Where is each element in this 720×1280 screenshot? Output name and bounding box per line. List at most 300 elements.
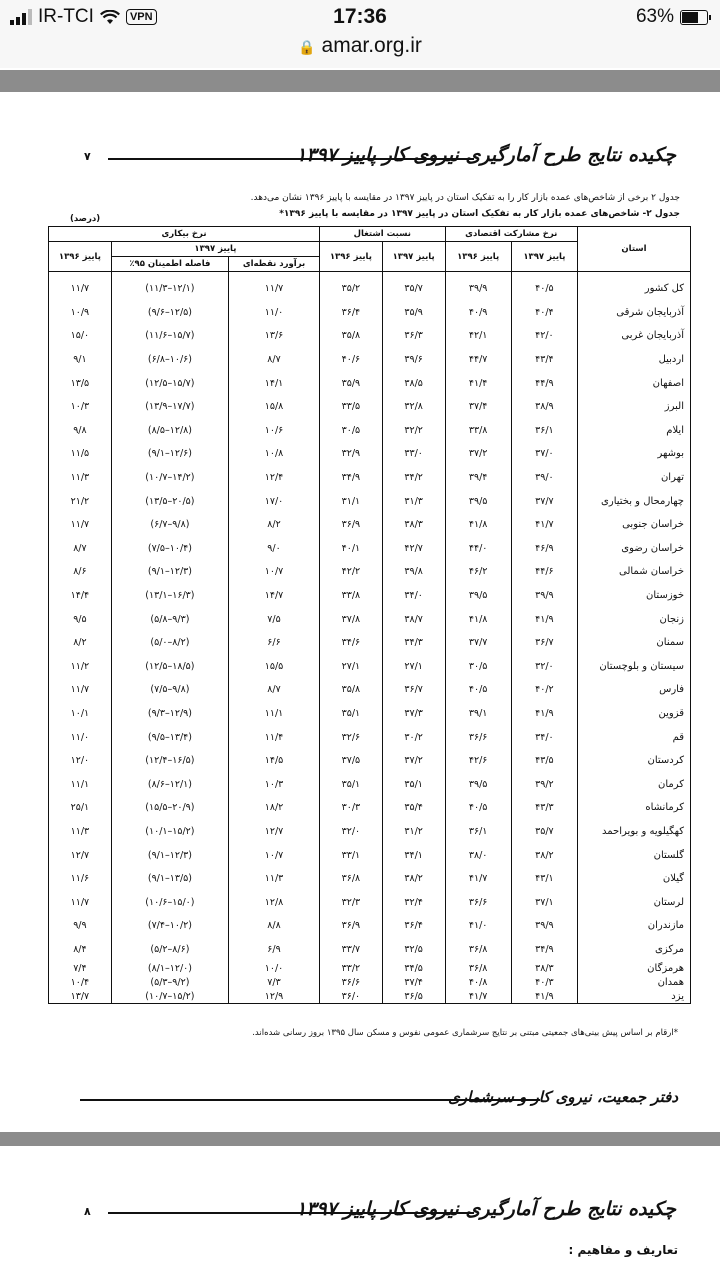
cell-unemp97: ۱۰/۷ bbox=[229, 560, 320, 584]
cell-part96: ۳۹/۴ bbox=[445, 466, 511, 490]
cell-part97: ۴۱/۹ bbox=[511, 702, 577, 726]
col-emp-97: پاییز ۱۳۹۷ bbox=[382, 242, 445, 272]
cell-unemp97: ۸/۸ bbox=[229, 914, 320, 938]
cell-ci: (۱۶/۳–۱۳/۱) bbox=[111, 584, 228, 608]
cell-unemp97: ۱۵/۵ bbox=[229, 655, 320, 679]
cell-unemp96: ۱۰/۴ bbox=[49, 975, 112, 989]
col-participation: نرخ مشارکت اقتصادی bbox=[445, 227, 578, 242]
cell-unemp96: ۱۱/۷ bbox=[49, 678, 112, 702]
cell-province: خراسان جنوبی bbox=[578, 513, 691, 537]
cell-emp96: ۳۰/۳ bbox=[320, 796, 383, 820]
cell-province: خوزستان bbox=[578, 584, 691, 608]
table-row bbox=[49, 655, 691, 679]
page-number-8: ۸ bbox=[84, 1205, 91, 1218]
cell-emp97: ۳۷/۴ bbox=[382, 975, 445, 989]
table-row bbox=[49, 914, 691, 938]
cell-emp97: ۳۸/۳ bbox=[382, 513, 445, 537]
cell-unemp97: ۱۷/۰ bbox=[229, 489, 320, 513]
col-employment: نسبت اشتغال bbox=[320, 227, 446, 242]
cell-ci: (۱۲/۵–۹/۶) bbox=[111, 301, 228, 325]
table-row bbox=[49, 678, 691, 702]
cell-part96: ۴۰/۵ bbox=[445, 678, 511, 702]
cell-emp96: ۳۶/۹ bbox=[320, 513, 383, 537]
cell-emp96: ۳۳/۷ bbox=[320, 938, 383, 962]
cell-ci: (۱۲/۳–۹/۱) bbox=[111, 843, 228, 867]
cell-emp96: ۳۲/۶ bbox=[320, 725, 383, 749]
cell-province: اصفهان bbox=[578, 371, 691, 395]
cell-unemp96: ۹/۸ bbox=[49, 419, 112, 443]
cell-unemp97: ۱۲/۴ bbox=[229, 466, 320, 490]
cell-unemp96: ۸/۲ bbox=[49, 631, 112, 655]
cell-province: گلستان bbox=[578, 843, 691, 867]
cell-unemp96: ۱۱/۷ bbox=[49, 272, 112, 301]
cell-part96: ۴۶/۲ bbox=[445, 560, 511, 584]
cell-unemp97: ۸/۷ bbox=[229, 678, 320, 702]
col-province: استان bbox=[578, 227, 691, 272]
cell-part97: ۴۶/۹ bbox=[511, 537, 577, 561]
table-row bbox=[49, 537, 691, 561]
cell-part96: ۴۲/۶ bbox=[445, 749, 511, 773]
table-row bbox=[49, 607, 691, 631]
cell-part97: ۳۸/۳ bbox=[511, 961, 577, 975]
status-right bbox=[636, 6, 708, 28]
table-row bbox=[49, 419, 691, 443]
cell-emp96: ۴۲/۲ bbox=[320, 560, 383, 584]
cell-unemp97: ۱۱/۷ bbox=[229, 272, 320, 301]
report-header-title: چکیده نتایج طرح آمارگیری نیروی کار پاییز ۱۳۹۷ bbox=[296, 144, 676, 166]
cell-ci: (۱۲/۰–۸/۱) bbox=[111, 961, 228, 975]
cell-part97: ۳۴/۰ bbox=[511, 725, 577, 749]
cell-part96: ۳۷/۲ bbox=[445, 442, 511, 466]
unit-label: (درصد) bbox=[70, 214, 101, 224]
table-row bbox=[49, 989, 691, 1004]
table-row bbox=[49, 820, 691, 844]
cell-emp97: ۳۸/۵ bbox=[382, 371, 445, 395]
cell-emp97: ۳۶/۷ bbox=[382, 678, 445, 702]
cell-province: البرز bbox=[578, 395, 691, 419]
cell-unemp96: ۱۱/۶ bbox=[49, 867, 112, 891]
cell-part97: ۴۱/۷ bbox=[511, 513, 577, 537]
cell-ci: (۱۲/۶–۹/۱) bbox=[111, 442, 228, 466]
cell-ci: (۱۲/۳–۹/۱) bbox=[111, 560, 228, 584]
cell-province: زنجان bbox=[578, 607, 691, 631]
cell-ci: (۱۰/۲–۷/۴) bbox=[111, 914, 228, 938]
cell-province: کردستان bbox=[578, 749, 691, 773]
cell-unemp96: ۲۵/۱ bbox=[49, 796, 112, 820]
cell-part96: ۴۱/۴ bbox=[445, 371, 511, 395]
cell-emp96: ۳۶/۶ bbox=[320, 975, 383, 989]
cell-part96: ۳۹/۵ bbox=[445, 584, 511, 608]
table-row bbox=[49, 975, 691, 989]
cell-emp96: ۳۲/۹ bbox=[320, 442, 383, 466]
cell-unemp96: ۹/۹ bbox=[49, 914, 112, 938]
cell-unemp96: ۲۱/۲ bbox=[49, 489, 112, 513]
page-number: ۷ bbox=[84, 150, 91, 163]
cell-province: قزوین bbox=[578, 702, 691, 726]
cell-emp97: ۳۱/۳ bbox=[382, 489, 445, 513]
cell-unemp97: ۱۴/۷ bbox=[229, 584, 320, 608]
cell-unemp96: ۱۱/۳ bbox=[49, 466, 112, 490]
footer-signature: دفتر جمعیت، نیروی کار و سرشماری bbox=[448, 1088, 678, 1106]
cell-unemp97: ۱۴/۵ bbox=[229, 749, 320, 773]
cell-emp96: ۳۴/۹ bbox=[320, 466, 383, 490]
table-row bbox=[49, 371, 691, 395]
cell-province: کل کشور bbox=[578, 272, 691, 301]
battery-icon bbox=[680, 10, 708, 25]
cell-unemp96: ۱۱/۵ bbox=[49, 442, 112, 466]
cell-province: تهران bbox=[578, 466, 691, 490]
cell-emp97: ۳۶/۴ bbox=[382, 914, 445, 938]
cell-emp96: ۳۷/۸ bbox=[320, 607, 383, 631]
cell-emp97: ۳۴/۱ bbox=[382, 843, 445, 867]
cell-province: هرمزگان bbox=[578, 961, 691, 975]
cell-emp97: ۳۲/۵ bbox=[382, 938, 445, 962]
col-confidence-interval: فاصله اطمینان ۹۵٪ bbox=[111, 257, 228, 272]
cell-part96: ۴۱/۷ bbox=[445, 989, 511, 1004]
table-row bbox=[49, 961, 691, 975]
address-bar[interactable] bbox=[0, 34, 720, 68]
cell-emp97: ۳۴/۲ bbox=[382, 466, 445, 490]
col-part-97: پاییز ۱۳۹۷ bbox=[511, 242, 577, 272]
cell-ci: (۱۴/۲–۱۰/۷) bbox=[111, 466, 228, 490]
cell-emp97: ۳۷/۲ bbox=[382, 749, 445, 773]
cell-unemp97: ۱۸/۲ bbox=[229, 796, 320, 820]
cell-part97: ۳۷/۰ bbox=[511, 442, 577, 466]
cell-part97: ۴۲/۰ bbox=[511, 324, 577, 348]
cell-part97: ۴۰/۵ bbox=[511, 272, 577, 301]
cell-part97: ۳۹/۲ bbox=[511, 772, 577, 796]
cell-unemp96: ۱۱/۲ bbox=[49, 655, 112, 679]
table-row bbox=[49, 631, 691, 655]
cell-part97: ۳۷/۷ bbox=[511, 489, 577, 513]
cell-part97: ۴۴/۹ bbox=[511, 371, 577, 395]
cell-emp96: ۳۰/۵ bbox=[320, 419, 383, 443]
cell-unemp96: ۱۲/۷ bbox=[49, 843, 112, 867]
cell-part96: ۳۹/۵ bbox=[445, 772, 511, 796]
cell-ci: (۱۶/۵–۱۲/۴) bbox=[111, 749, 228, 773]
cell-unemp96: ۸/۴ bbox=[49, 938, 112, 962]
cell-emp97: ۳۵/۱ bbox=[382, 772, 445, 796]
cell-emp97: ۳۷/۳ bbox=[382, 702, 445, 726]
cell-part97: ۴۱/۹ bbox=[511, 989, 577, 1004]
cell-unemp96: ۷/۴ bbox=[49, 961, 112, 975]
cell-part96: ۴۱/۸ bbox=[445, 513, 511, 537]
cell-unemp97: ۱۱/۰ bbox=[229, 301, 320, 325]
cell-emp96: ۳۵/۸ bbox=[320, 678, 383, 702]
cell-emp96: ۳۷/۵ bbox=[320, 749, 383, 773]
cell-province: قم bbox=[578, 725, 691, 749]
cell-part96: ۴۱/۷ bbox=[445, 867, 511, 891]
cell-unemp96: ۱۱/۰ bbox=[49, 725, 112, 749]
cell-emp96: ۴۰/۱ bbox=[320, 537, 383, 561]
cell-emp97: ۳۱/۲ bbox=[382, 820, 445, 844]
cell-part96: ۴۰/۸ bbox=[445, 975, 511, 989]
cell-unemp96: ۱۳/۵ bbox=[49, 371, 112, 395]
cell-unemp97: ۱۱/۱ bbox=[229, 702, 320, 726]
table-row bbox=[49, 301, 691, 325]
cell-unemp97: ۱۵/۸ bbox=[229, 395, 320, 419]
table-row bbox=[49, 749, 691, 773]
cell-part96: ۴۱/۸ bbox=[445, 607, 511, 631]
cell-province: چهارمحال و بختیاری bbox=[578, 489, 691, 513]
cell-unemp96: ۹/۱ bbox=[49, 348, 112, 372]
cell-unemp96: ۸/۷ bbox=[49, 537, 112, 561]
cell-unemp96: ۱۰/۳ bbox=[49, 395, 112, 419]
cell-emp96: ۳۲/۳ bbox=[320, 890, 383, 914]
cell-unemp97: ۱۲/۹ bbox=[229, 989, 320, 1004]
cell-emp97: ۳۶/۳ bbox=[382, 324, 445, 348]
cell-part97: ۴۴/۶ bbox=[511, 560, 577, 584]
table-row bbox=[49, 796, 691, 820]
table-row bbox=[49, 395, 691, 419]
cell-ci: (۸/۲–۵/۰) bbox=[111, 631, 228, 655]
cell-part97: ۴۱/۹ bbox=[511, 607, 577, 631]
cell-part96: ۴۰/۵ bbox=[445, 796, 511, 820]
cell-emp96: ۳۲/۰ bbox=[320, 820, 383, 844]
carrier-name: IR-TCI bbox=[38, 6, 94, 27]
cell-ci: (۱۲/۱–۸/۶) bbox=[111, 772, 228, 796]
cell-province: خراسان رضوی bbox=[578, 537, 691, 561]
cell-part96: ۴۴/۰ bbox=[445, 537, 511, 561]
cell-emp97: ۳۴/۵ bbox=[382, 961, 445, 975]
col-emp-96: پاییز ۱۳۹۶ bbox=[320, 242, 383, 272]
cell-part97: ۳۴/۹ bbox=[511, 938, 577, 962]
cell-part96: ۳۳/۸ bbox=[445, 419, 511, 443]
cell-unemp96: ۱۱/۱ bbox=[49, 772, 112, 796]
cell-unemp97: ۷/۵ bbox=[229, 607, 320, 631]
cell-ci: (۱۵/۲–۱۰/۱) bbox=[111, 820, 228, 844]
table-row bbox=[49, 348, 691, 372]
cell-unemp96: ۱۱/۷ bbox=[49, 890, 112, 914]
cell-part97: ۳۸/۹ bbox=[511, 395, 577, 419]
cell-emp96: ۳۴/۶ bbox=[320, 631, 383, 655]
cell-unemp97: ۱۰/۰ bbox=[229, 961, 320, 975]
cell-part96: ۳۶/۸ bbox=[445, 961, 511, 975]
cell-part97: ۳۵/۷ bbox=[511, 820, 577, 844]
cell-emp97: ۳۲/۸ bbox=[382, 395, 445, 419]
cell-province: گیلان bbox=[578, 867, 691, 891]
cell-ci: (۱۳/۴–۹/۵) bbox=[111, 725, 228, 749]
cell-unemp97: ۶/۹ bbox=[229, 938, 320, 962]
cell-emp96: ۳۵/۹ bbox=[320, 371, 383, 395]
cell-ci: (۲۰/۵–۱۳/۵) bbox=[111, 489, 228, 513]
cell-emp96: ۳۵/۱ bbox=[320, 702, 383, 726]
table-row bbox=[49, 272, 691, 301]
cell-part96: ۴۱/۰ bbox=[445, 914, 511, 938]
cell-ci: (۱۵/۷–۱۲/۵) bbox=[111, 371, 228, 395]
cell-emp97: ۳۸/۷ bbox=[382, 607, 445, 631]
cell-unemp96: ۹/۵ bbox=[49, 607, 112, 631]
cell-province: کرمانشاه bbox=[578, 796, 691, 820]
cell-emp96: ۳۶/۴ bbox=[320, 301, 383, 325]
cell-ci: (۱۵/۲–۱۰/۷) bbox=[111, 989, 228, 1004]
cell-emp96: ۳۱/۱ bbox=[320, 489, 383, 513]
status-time: 17:36 bbox=[333, 5, 387, 28]
cell-province: آذربایجان شرقی bbox=[578, 301, 691, 325]
cell-part97: ۴۳/۱ bbox=[511, 867, 577, 891]
cell-part97: ۳۸/۲ bbox=[511, 843, 577, 867]
cell-part96: ۳۶/۸ bbox=[445, 938, 511, 962]
cell-ci: (۸/۶–۵/۲) bbox=[111, 938, 228, 962]
table-row bbox=[49, 938, 691, 962]
cell-unemp97: ۱۲/۸ bbox=[229, 890, 320, 914]
table-row bbox=[49, 442, 691, 466]
cell-emp97: ۳۶/۵ bbox=[382, 989, 445, 1004]
cell-part97: ۳۹/۹ bbox=[511, 914, 577, 938]
cell-unemp96: ۱۲/۰ bbox=[49, 749, 112, 773]
table-row bbox=[49, 489, 691, 513]
table-row bbox=[49, 867, 691, 891]
definitions-heading: تعاریف و مفاهیم : bbox=[568, 1243, 678, 1257]
cell-ci: (۱۲/۹–۹/۳) bbox=[111, 702, 228, 726]
cell-unemp97: ۸/۲ bbox=[229, 513, 320, 537]
cell-unemp96: ۱۱/۷ bbox=[49, 513, 112, 537]
col-part-96: پاییز ۱۳۹۶ bbox=[445, 242, 511, 272]
cell-part97: ۳۹/۰ bbox=[511, 466, 577, 490]
footnote: *ارقام بر اساس پیش بینی‌های جمعیتی مبتنی بر نتایج سرشماری عمومی نفوس و مسکن سال ۱۳۹۵ بروز رسانی شده‌اند. bbox=[252, 1028, 678, 1038]
battery-percent: 63% bbox=[635, 6, 674, 27]
table-row bbox=[49, 890, 691, 914]
cell-ci: (۹/۸–۶/۷) bbox=[111, 513, 228, 537]
intro-text: جدول ۲ برخی از شاخص‌های عمده بازار کار را به تفکیک استان در پاییز ۱۳۹۷ در مقایسه با پاییز ۱۳۹۶ نشان می‌دهد. bbox=[250, 193, 680, 203]
cell-ci: (۱۵/۰–۱۰/۶) bbox=[111, 890, 228, 914]
cell-emp96: ۳۶/۹ bbox=[320, 914, 383, 938]
page-gap-bottom bbox=[0, 1132, 720, 1146]
cell-part96: ۳۷/۴ bbox=[445, 395, 511, 419]
cell-province: خراسان شمالی bbox=[578, 560, 691, 584]
cell-province: یزد bbox=[578, 989, 691, 1004]
cell-unemp97: ۸/۷ bbox=[229, 348, 320, 372]
labor-indicators-table bbox=[48, 226, 691, 1004]
cell-part96: ۴۲/۱ bbox=[445, 324, 511, 348]
lock-icon: 🔒 bbox=[298, 39, 316, 55]
cell-part96: ۳۷/۷ bbox=[445, 631, 511, 655]
cell-unemp96: ۱۵/۰ bbox=[49, 324, 112, 348]
cell-province: همدان bbox=[578, 975, 691, 989]
cell-province: کهگیلویه و بویراحمد bbox=[578, 820, 691, 844]
cell-emp97: ۳۵/۹ bbox=[382, 301, 445, 325]
cell-emp97: ۳۰/۲ bbox=[382, 725, 445, 749]
cell-ci: (۱۸/۵–۱۲/۵) bbox=[111, 655, 228, 679]
cell-part97: ۳۹/۹ bbox=[511, 584, 577, 608]
cell-part96: ۳۶/۶ bbox=[445, 725, 511, 749]
cell-part97: ۴۳/۳ bbox=[511, 796, 577, 820]
table-row bbox=[49, 513, 691, 537]
cell-unemp96: ۱۴/۴ bbox=[49, 584, 112, 608]
table-row bbox=[49, 702, 691, 726]
cell-unemp97: ۱۲/۷ bbox=[229, 820, 320, 844]
page-gap-top bbox=[0, 70, 720, 92]
cell-part97: ۴۳/۵ bbox=[511, 749, 577, 773]
cell-emp97: ۳۹/۶ bbox=[382, 348, 445, 372]
table-row bbox=[49, 560, 691, 584]
table-row bbox=[49, 772, 691, 796]
cell-emp96: ۳۵/۸ bbox=[320, 324, 383, 348]
cell-part97: ۳۲/۰ bbox=[511, 655, 577, 679]
cell-unemp97: ۱۰/۷ bbox=[229, 843, 320, 867]
cell-province: مرکزی bbox=[578, 938, 691, 962]
cell-emp97: ۳۵/۴ bbox=[382, 796, 445, 820]
cell-ci: (۹/۳–۵/۸) bbox=[111, 607, 228, 631]
vpn-badge: VPN bbox=[126, 9, 157, 25]
cell-unemp96: ۱۳/۷ bbox=[49, 989, 112, 1004]
cell-emp97: ۲۷/۱ bbox=[382, 655, 445, 679]
cell-ci: (۱۵/۷–۱۱/۶) bbox=[111, 324, 228, 348]
cell-unemp97: ۱۰/۸ bbox=[229, 442, 320, 466]
cell-province: بوشهر bbox=[578, 442, 691, 466]
cell-emp97: ۳۳/۰ bbox=[382, 442, 445, 466]
report-header-title-page8: چکیده نتایج طرح آمارگیری نیروی کار پاییز ۱۳۹۷ bbox=[296, 1198, 676, 1220]
cell-unemp97: ۹/۰ bbox=[229, 537, 320, 561]
cell-unemp97: ۱۱/۴ bbox=[229, 725, 320, 749]
cell-part97: ۴۰/۲ bbox=[511, 678, 577, 702]
cell-part96: ۴۴/۷ bbox=[445, 348, 511, 372]
cell-ci: (۱۲/۱–۱۱/۳) bbox=[111, 272, 228, 301]
cell-ci: (۹/۸–۷/۵) bbox=[111, 678, 228, 702]
cell-emp97: ۳۲/۴ bbox=[382, 890, 445, 914]
cell-unemp97: ۱۱/۳ bbox=[229, 867, 320, 891]
cell-emp97: ۳۹/۸ bbox=[382, 560, 445, 584]
cell-province: سیستان و بلوچستان bbox=[578, 655, 691, 679]
cell-unemp97: ۱۰/۶ bbox=[229, 419, 320, 443]
cell-unemp97: ۷/۳ bbox=[229, 975, 320, 989]
cell-part96: ۴۰/۹ bbox=[445, 301, 511, 325]
cell-emp96: ۳۳/۵ bbox=[320, 395, 383, 419]
cell-emp96: ۳۶/۰ bbox=[320, 989, 383, 1004]
cell-emp96: ۳۳/۲ bbox=[320, 961, 383, 975]
cell-unemp97: ۶/۶ bbox=[229, 631, 320, 655]
cell-part96: ۳۰/۵ bbox=[445, 655, 511, 679]
cell-emp96: ۴۰/۶ bbox=[320, 348, 383, 372]
cell-emp96: ۳۳/۱ bbox=[320, 843, 383, 867]
cell-unemp97: ۱۴/۱ bbox=[229, 371, 320, 395]
cell-ci: (۲۰/۹–۱۵/۵) bbox=[111, 796, 228, 820]
cell-unemp96: ۱۱/۳ bbox=[49, 820, 112, 844]
cell-emp96: ۳۵/۲ bbox=[320, 272, 383, 301]
table-row bbox=[49, 466, 691, 490]
cell-emp97: ۴۲/۷ bbox=[382, 537, 445, 561]
cell-province: مازندران bbox=[578, 914, 691, 938]
cell-emp96: ۳۶/۸ bbox=[320, 867, 383, 891]
url-text: amar.org.ir bbox=[321, 34, 422, 57]
table-title: جدول ۲- شاخص‌های عمده بازار کار به تفکیک استان در پاییز ۱۳۹۷ در مقایسه با پاییز ۱۳۹۶* bbox=[279, 209, 680, 219]
cell-part96: ۳۶/۶ bbox=[445, 890, 511, 914]
cell-part97: ۳۶/۱ bbox=[511, 419, 577, 443]
cell-part97: ۳۶/۷ bbox=[511, 631, 577, 655]
cell-part96: ۳۶/۱ bbox=[445, 820, 511, 844]
cell-province: لرستان bbox=[578, 890, 691, 914]
status-bar bbox=[0, 0, 720, 34]
cell-part96: ۳۸/۰ bbox=[445, 843, 511, 867]
cell-province: کرمان bbox=[578, 772, 691, 796]
cell-province: ایلام bbox=[578, 419, 691, 443]
cell-emp97: ۳۸/۲ bbox=[382, 867, 445, 891]
cell-unemp96: ۱۰/۹ bbox=[49, 301, 112, 325]
cell-unemp97: ۱۳/۶ bbox=[229, 324, 320, 348]
cell-emp97: ۳۴/۰ bbox=[382, 584, 445, 608]
table-row bbox=[49, 324, 691, 348]
cell-ci: (۱۰/۶–۶/۸) bbox=[111, 348, 228, 372]
cell-unemp96: ۸/۶ bbox=[49, 560, 112, 584]
cell-part96: ۳۹/۵ bbox=[445, 489, 511, 513]
cell-part97: ۳۷/۱ bbox=[511, 890, 577, 914]
cell-part97: ۴۰/۳ bbox=[511, 975, 577, 989]
cell-emp96: ۳۳/۸ bbox=[320, 584, 383, 608]
cell-part97: ۴۰/۴ bbox=[511, 301, 577, 325]
col-point-estimate: برآورد نقطه‌ای bbox=[229, 257, 320, 272]
table-row bbox=[49, 584, 691, 608]
col-unemp-96: پاییز ۱۳۹۶ bbox=[49, 242, 112, 272]
